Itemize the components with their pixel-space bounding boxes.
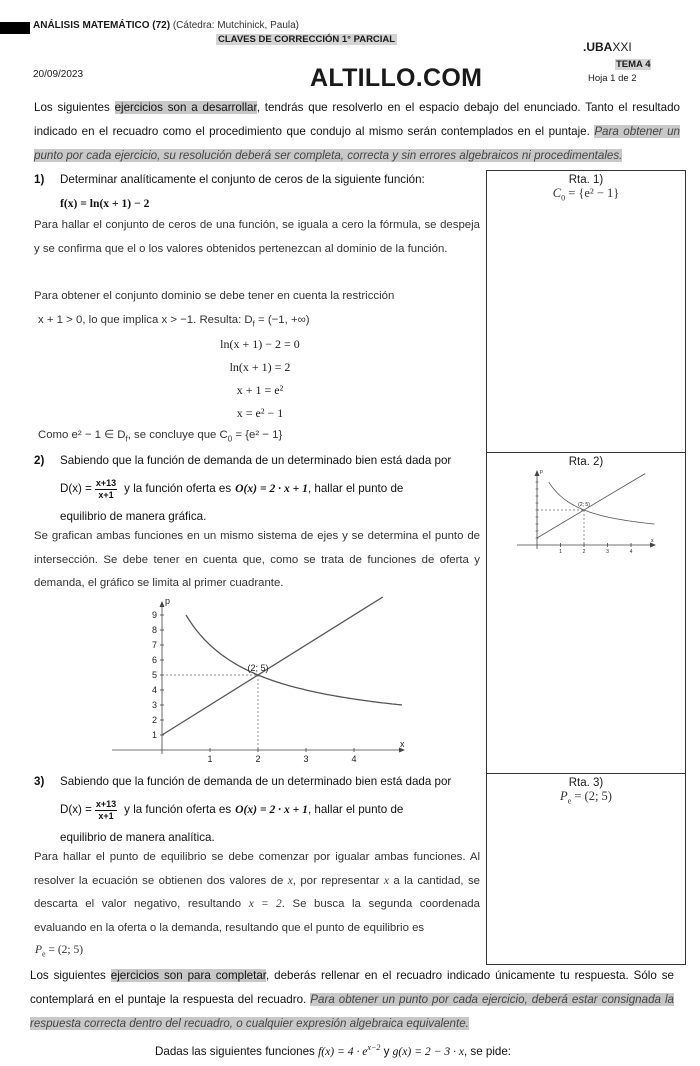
x-axis-label: x bbox=[400, 739, 405, 749]
ex2-explanation: Se grafican ambas funciones en un mismo sistema de ejes y se determina el punto de intersección. Se debe tener en cuenta que, como se trata de funciones de oferta y demanda, el gráfico se limita al primer cuadrante. bbox=[34, 530, 480, 590]
ex3-demand-lhs: D(x) = bbox=[60, 803, 92, 816]
header-black-bar bbox=[0, 22, 30, 34]
ex3-x-var: x bbox=[287, 874, 293, 887]
ex2-functions bbox=[34, 473, 480, 505]
ex3-result bbox=[35, 944, 83, 958]
ex1-domain-result bbox=[38, 309, 484, 336]
final-g: g(x) = 2 − 3 · x bbox=[392, 1044, 464, 1058]
ex3-x-value: x = 2 bbox=[248, 898, 282, 911]
answer-1-c: C bbox=[552, 186, 562, 200]
x-tick-label: 3 bbox=[606, 549, 609, 555]
ex3-line1: Sabiendo que la función de demanda de un determinado bien está dada por bbox=[60, 775, 452, 788]
ex2-tail: , hallar el punto de bbox=[307, 482, 404, 495]
intro2-part1: Los siguientes bbox=[30, 969, 111, 982]
final-pre: Dadas las siguientes funciones bbox=[155, 1044, 319, 1058]
answer-box-3-value bbox=[487, 789, 685, 806]
tema-label: TEMA 4 bbox=[616, 59, 651, 70]
intro2-highlight: ejercicios son para completar bbox=[110, 969, 267, 982]
y-tick-label: 1 bbox=[151, 730, 157, 741]
y-tick-label: 6 bbox=[151, 655, 157, 666]
ex3-explanation bbox=[34, 846, 480, 940]
intro2-part2: , deberás rellenar en el recuadro indicado únicamente tu respuesta. Sólo se contemplará en el puntaje la respuesta del recuadro. bbox=[30, 969, 675, 1006]
x-tick-label: 1 bbox=[207, 754, 213, 764]
intro1-highlight: ejercicios son a desarrollar bbox=[114, 101, 257, 114]
site-logo-text: ALTILLO.COM bbox=[310, 64, 483, 92]
intro1-part1: Los siguientes bbox=[34, 101, 115, 114]
ex3-pe-sub: e bbox=[42, 949, 46, 959]
ex3-pe-value: = (2; 5) bbox=[45, 944, 84, 956]
answer-3-p: P bbox=[560, 789, 568, 803]
answer-box-2-chart bbox=[515, 467, 659, 555]
ex3-x-var: x bbox=[383, 874, 389, 887]
final-f-exp: x−2 bbox=[367, 1043, 381, 1052]
answer-3-point: = (2; 5) bbox=[571, 789, 612, 803]
equilibrium-label: (2; 5) bbox=[578, 502, 590, 508]
ex3-tail: , hallar el punto de bbox=[307, 803, 404, 816]
ex1-domain-result-text: x + 1 > 0, lo que implica x > −1. Resulta: D bbox=[38, 314, 253, 326]
final-post: , se pide: bbox=[463, 1044, 512, 1058]
ex1-domain-interval: = (−1, +∞) bbox=[254, 314, 310, 326]
ex2-mid: y la función oferta es bbox=[124, 482, 232, 495]
answer-box-3-label: Rta. 3) bbox=[568, 777, 604, 789]
x-tick-label: 2 bbox=[582, 549, 586, 555]
final-functions-line bbox=[155, 1036, 511, 1064]
ex1-step: x = e² − 1 bbox=[236, 406, 284, 420]
ex3-explanation-b: , por representar bbox=[292, 874, 384, 887]
intro1-part2: , tendrás que resolverlo en el espacio debajo del enunciado. Tanto el resultado indicado en el recuadro como el procedimiento que condujo al mismo serán contemplados en el puntaje. bbox=[34, 101, 680, 138]
ex1-step: x + 1 = e² bbox=[236, 383, 284, 397]
y-tick-label: 8 bbox=[151, 625, 157, 636]
exam-subtitle: CLAVES DE CORRECCIÓN 1° PARCIAL bbox=[218, 34, 396, 45]
equilibrium-label: (2; 5) bbox=[247, 663, 269, 673]
x-tick-label: 2 bbox=[255, 754, 261, 764]
ex3-supply-func: O(x) = 2 · x + 1 bbox=[235, 803, 308, 816]
ex2-supply-func: O(x) = 2 · x + 1 bbox=[235, 482, 308, 495]
supply-line bbox=[537, 474, 645, 538]
demand-curve bbox=[549, 482, 655, 524]
y-tick-label: 3 bbox=[151, 700, 157, 711]
ex1-conclusion-end: = {e² − 1} bbox=[232, 429, 283, 441]
instructions-develop bbox=[34, 96, 680, 168]
final-mid: y bbox=[380, 1044, 393, 1058]
answer-box-3 bbox=[486, 773, 686, 965]
ex3-explanation-c: a la cantidad, se descarta el valor negativo, resultando bbox=[34, 874, 480, 911]
answer-1-set: = {e² − 1} bbox=[565, 186, 620, 200]
ex3-line3: equilibrio de manera analítica. bbox=[60, 831, 215, 844]
answer-box-1-value bbox=[487, 186, 685, 203]
uba-logo-main: .UBA bbox=[583, 40, 613, 54]
ex3-demand-den: x+1 bbox=[98, 810, 114, 821]
course-name: ANÁLISIS MATEMÁTICO (72) bbox=[33, 20, 171, 31]
final-f: f(x) = 4 · e bbox=[318, 1044, 368, 1058]
ex3-pe: P bbox=[35, 944, 43, 956]
x-axis-label: x bbox=[651, 538, 654, 544]
instructions-complete bbox=[30, 964, 674, 1036]
ex3-explanation-e: . Se busca la segunda coordenada evaluando en la oferta o la demanda, resultando que el punto de equilibrio es bbox=[34, 898, 480, 934]
answer-box-2 bbox=[486, 452, 686, 774]
ex1-statement-text: Determinar analíticamente el conjunto de ceros de la siguiente función: bbox=[60, 173, 425, 186]
y-axis-arrow bbox=[160, 601, 165, 607]
ex2-line3: equilibrio de manera gráfica. bbox=[60, 510, 207, 523]
ex1-conclusion bbox=[38, 424, 484, 451]
ex3-statement bbox=[34, 770, 480, 850]
ex2-demand-lhs: D(x) = bbox=[60, 482, 92, 495]
x-tick-label: 4 bbox=[629, 549, 633, 555]
y-axis-label: p bbox=[165, 596, 171, 606]
y-axis-arrow bbox=[535, 470, 540, 476]
y-tick-label: 4 bbox=[151, 685, 157, 696]
ex3-explanation-a: Para hallar el punto de equilibrio se debe comenzar por igualar ambas funciones. Al resolver la ecuación se obtienen dos valores de bbox=[34, 851, 480, 887]
intro1-highlight-italic: Para obtener un punto por cada ejercicio, su resolución deberá ser completa, correcta y sin errores algebraicos ni procedimentales. bbox=[34, 125, 681, 162]
ex1-step: ln(x + 1) = 2 bbox=[229, 360, 291, 374]
ex1-conclusion-text: Como e² − 1 ∈ D bbox=[38, 429, 126, 441]
y-tick-label: 7 bbox=[151, 640, 157, 651]
uba-logo-xxi: XXI bbox=[612, 40, 632, 54]
ex1-domain-sub: f bbox=[252, 319, 255, 329]
ex3-number: 3) bbox=[34, 775, 45, 788]
ex3-mid: y la función oferta es bbox=[124, 803, 232, 816]
supply-line bbox=[162, 597, 383, 735]
ex3-demand-num: x+13 bbox=[95, 798, 117, 809]
page-counter: Hoja 1 de 2 bbox=[588, 73, 637, 84]
ex1-conclusion-mid: , se concluye que C bbox=[127, 429, 228, 441]
ex2-statement bbox=[34, 449, 480, 529]
x-tick-label: 4 bbox=[351, 754, 357, 764]
x-tick-label: 3 bbox=[303, 754, 309, 764]
ex1-statement bbox=[34, 168, 480, 216]
ex2-line1: Sabiendo que la función de demanda de un determinado bien está dada por bbox=[60, 454, 452, 467]
ex3-functions bbox=[34, 794, 480, 826]
uba-logo bbox=[583, 40, 632, 54]
ex1-steps bbox=[160, 333, 360, 425]
ex1-domain-text: Para obtener el conjunto dominio se debe tener en cuenta la restricción bbox=[34, 290, 395, 302]
ex2-demand-num: x+13 bbox=[95, 477, 117, 488]
ex2-demand-den: x+1 bbox=[98, 489, 114, 500]
ex1-function: f(x) = ln(x + 1) − 2 bbox=[60, 197, 150, 210]
course-title bbox=[33, 20, 299, 31]
y-tick-label: 9 bbox=[151, 610, 157, 621]
intro2-highlight-italic: Para obtener un punto por cada ejercicio, deberá estar consignada la respuesta correcta dentro del recuadro, o cualquier expresión algebraica equivalente. bbox=[30, 993, 675, 1030]
ex1-conclusion-sub: f bbox=[125, 434, 128, 444]
ex2-number: 2) bbox=[34, 454, 45, 467]
ex1-conclusion-sub2: 0 bbox=[227, 434, 233, 444]
answer-1-sub: 0 bbox=[561, 193, 566, 203]
y-tick-label: 2 bbox=[151, 715, 157, 726]
demand-curve bbox=[186, 615, 402, 705]
answer-3-sub: e bbox=[567, 796, 572, 806]
answer-box-1-label: Rta. 1) bbox=[568, 174, 604, 186]
course-chair: (Cátedra: Mutchinick, Paula) bbox=[172, 20, 299, 31]
ex2-demand-fraction bbox=[95, 478, 117, 501]
ex3-demand-fraction bbox=[95, 799, 117, 822]
x-tick-label: 1 bbox=[559, 549, 562, 555]
exam-date: 20/09/2023 bbox=[33, 69, 84, 80]
y-axis-label: p bbox=[540, 469, 543, 475]
ex1-explanation: Para hallar el conjunto de ceros de una función, se iguala a cero la fórmula, se despeja y se confirma que el o los valores obtenidos pertenezcan al dominio de la función. bbox=[34, 219, 480, 255]
ex2-chart bbox=[108, 598, 408, 764]
y-tick-label: 5 bbox=[151, 670, 157, 681]
ex1-step: ln(x + 1) − 2 = 0 bbox=[220, 337, 300, 351]
ex1-number: 1) bbox=[34, 173, 45, 186]
answer-box-2-label: Rta. 2) bbox=[568, 456, 604, 468]
answer-box-1 bbox=[486, 170, 686, 453]
